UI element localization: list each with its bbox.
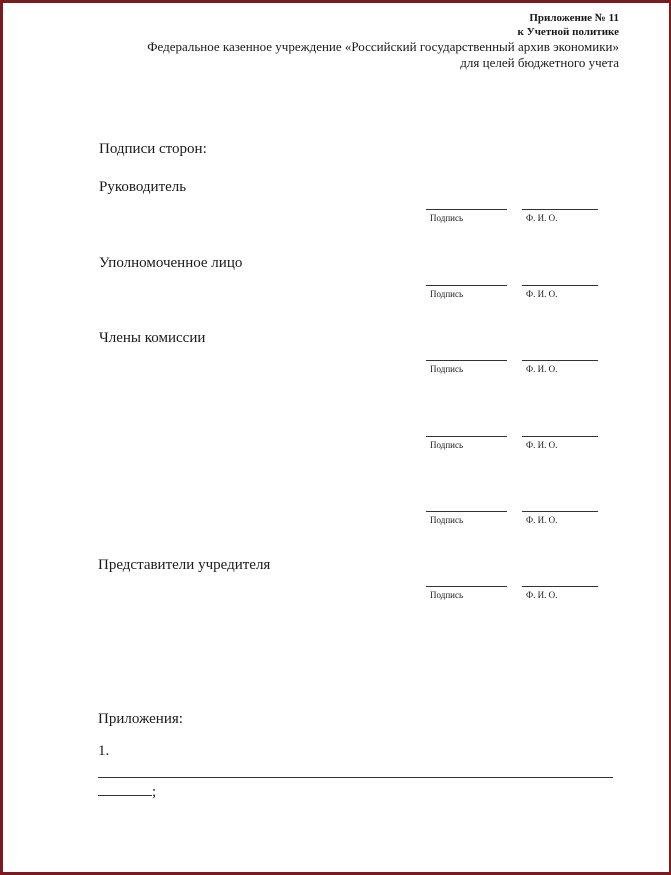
section-head-label: Руководитель	[99, 179, 187, 195]
name-caption: Ф. И. О.	[526, 213, 558, 223]
name-caption: Ф. И. О.	[526, 440, 558, 450]
signature-caption: Подпись	[430, 590, 464, 600]
section-commission-label: Члены комиссии	[99, 330, 206, 346]
document-header	[147, 11, 619, 71]
section-founder-label: Представители учредителя	[98, 557, 271, 573]
name-line	[522, 360, 598, 361]
appendix-number: Приложение № 11	[529, 12, 619, 24]
signature-block-founder	[426, 586, 601, 606]
institution-name: Федеральное казенное учреждение «Российский государственный архив экономики»	[147, 39, 619, 54]
name-caption: Ф. И. О.	[526, 515, 558, 525]
section-authorized-label: Уполномоченное лицо	[99, 255, 243, 271]
accounting-purpose: для целей бюджетного учета	[460, 55, 619, 70]
signature-caption: Подпись	[430, 440, 464, 450]
signature-caption: Подпись	[430, 364, 464, 374]
name-line	[522, 285, 598, 286]
signature-line	[426, 586, 507, 587]
name-line	[522, 436, 598, 437]
signature-line	[426, 511, 507, 512]
attachment-short-blank	[98, 781, 152, 796]
signature-caption: Подпись	[430, 515, 464, 525]
signature-block-head	[426, 209, 601, 229]
attachment-item-number: 1.	[98, 743, 110, 759]
attachments-title: Приложения:	[98, 711, 183, 727]
attachment-item-end	[98, 781, 156, 801]
signature-block-authorized	[426, 285, 601, 305]
signature-block-commission-3	[426, 511, 601, 531]
name-caption: Ф. И. О.	[526, 590, 558, 600]
name-caption: Ф. И. О.	[526, 289, 558, 299]
signature-block-commission-2	[426, 436, 601, 456]
signature-line	[426, 285, 507, 286]
signatures-title: Подписи сторон:	[99, 141, 207, 157]
signature-caption: Подпись	[430, 213, 464, 223]
name-line	[522, 511, 598, 512]
signature-line	[426, 209, 507, 210]
signature-caption: Подпись	[430, 289, 464, 299]
name-line	[522, 209, 598, 210]
signature-line	[426, 360, 507, 361]
attachment-fill-line	[98, 777, 613, 778]
signature-line	[426, 436, 507, 437]
name-line	[522, 586, 598, 587]
signature-block-commission-1	[426, 360, 601, 380]
attachment-semicolon: ;	[152, 784, 157, 800]
name-caption: Ф. И. О.	[526, 364, 558, 374]
policy-reference: к Учетной политике	[517, 26, 619, 38]
